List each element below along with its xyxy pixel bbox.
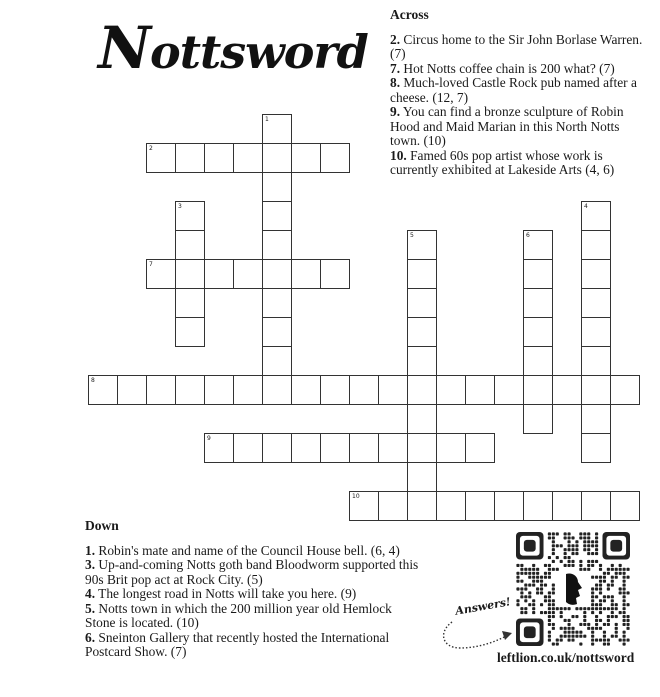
grid-cell[interactable] <box>291 433 321 463</box>
title-initial: N <box>98 14 151 82</box>
title-rest: ottsword <box>150 25 368 79</box>
cell-number: 10 <box>352 493 360 500</box>
clue-across <box>390 105 650 149</box>
grid-cell[interactable] <box>262 259 292 289</box>
cell-number: 4 <box>584 203 588 210</box>
clue-number: 10. <box>390 147 407 163</box>
grid-cell[interactable] <box>465 375 495 405</box>
grid-cell[interactable] <box>581 230 611 260</box>
down-clues <box>85 519 420 660</box>
grid-cell[interactable] <box>465 433 495 463</box>
clue-down <box>85 631 420 660</box>
grid-cell[interactable] <box>581 288 611 318</box>
grid-cell[interactable] <box>407 462 437 492</box>
grid-cell[interactable] <box>291 143 321 173</box>
grid-cell[interactable] <box>204 143 234 173</box>
grid-cell[interactable] <box>523 230 553 260</box>
grid-cell[interactable] <box>175 317 205 347</box>
grid-cell[interactable] <box>146 259 176 289</box>
clue-down <box>85 587 420 602</box>
grid-cell[interactable] <box>175 143 205 173</box>
grid-cell[interactable] <box>262 375 292 405</box>
grid-cell[interactable] <box>233 375 263 405</box>
grid-cell[interactable] <box>407 230 437 260</box>
clue-number: 3. <box>85 557 96 572</box>
clue-down <box>85 544 420 559</box>
clue-text: Up-and-coming Notts goth band Bloodworm supported this 90s Brit pop act at Rock City. (5) <box>85 557 419 587</box>
grid-cell[interactable] <box>494 375 524 405</box>
grid-cell[interactable] <box>523 404 553 434</box>
grid-cell[interactable] <box>204 375 234 405</box>
grid-cell[interactable] <box>146 143 176 173</box>
grid-cell[interactable] <box>581 201 611 231</box>
grid-cell[interactable] <box>320 375 350 405</box>
clue-number: 6. <box>85 629 96 645</box>
clue-text: Famed 60s pop artist whose work is currently exhibited at Lakeside Arts (4, 6) <box>390 147 615 177</box>
grid-cell[interactable] <box>262 288 292 318</box>
grid-cell[interactable] <box>494 491 524 521</box>
grid-cell[interactable] <box>378 433 408 463</box>
grid-cell[interactable] <box>465 491 495 521</box>
grid-cell[interactable] <box>552 375 582 405</box>
clue-text: Much-loved Castle Rock pub named after a cheese. (12, 7) <box>390 75 637 105</box>
grid-cell[interactable] <box>581 346 611 376</box>
grid-cell[interactable] <box>175 201 205 231</box>
cell-number: 3 <box>178 203 182 210</box>
cell-number: 2 <box>149 145 153 152</box>
grid-cell[interactable] <box>291 375 321 405</box>
grid-cell[interactable] <box>175 375 205 405</box>
down-heading: Down <box>85 518 119 533</box>
qr-code[interactable] <box>516 532 630 646</box>
clue-down <box>85 558 420 587</box>
grid-cell[interactable] <box>523 317 553 347</box>
grid-cell[interactable] <box>320 259 350 289</box>
answers-label: Answers! <box>454 595 512 618</box>
grid-cell[interactable] <box>407 433 437 463</box>
grid-cell[interactable] <box>436 375 466 405</box>
clue-text: Notts town in which the 200 million year old Hemlock Stone is located. (10) <box>85 600 392 630</box>
clue-text: Robin's mate and name of the Council House bell. (6, 4) <box>95 542 400 558</box>
grid-cell[interactable] <box>523 375 553 405</box>
clue-number: 1. <box>85 542 96 558</box>
grid-cell[interactable] <box>349 375 379 405</box>
grid-cell[interactable] <box>175 259 205 289</box>
grid-cell[interactable] <box>117 375 147 405</box>
grid-cell[interactable] <box>610 375 640 405</box>
clue-number: 8. <box>390 75 401 90</box>
grid-cell[interactable] <box>523 288 553 318</box>
clue-across <box>390 62 650 77</box>
grid-cell[interactable] <box>233 433 263 463</box>
grid-cell[interactable] <box>349 433 379 463</box>
clue-number: 9. <box>390 104 401 119</box>
grid-cell[interactable] <box>523 491 553 521</box>
across-clues <box>390 8 650 178</box>
grid-cell[interactable] <box>378 491 408 521</box>
cell-number: 1 <box>265 116 269 123</box>
grid-cell[interactable] <box>262 143 292 173</box>
grid-cell[interactable] <box>407 317 437 347</box>
grid-cell[interactable] <box>233 259 263 289</box>
grid-cell[interactable] <box>320 143 350 173</box>
grid-cell[interactable] <box>581 491 611 521</box>
clue-down <box>85 602 420 631</box>
clue-text: You can find a bronze sculpture of Robin Hood and Maid Marian in this North Notts town. (10) <box>390 104 624 148</box>
clue-across <box>390 33 650 62</box>
clue-across <box>390 149 650 178</box>
grid-cell[interactable] <box>262 433 292 463</box>
clue-text: Circus home to the Sir John Borlase Warren. (7) <box>390 31 643 61</box>
grid-cell[interactable] <box>204 433 234 463</box>
grid-cell[interactable] <box>262 230 292 260</box>
grid-cell[interactable] <box>610 491 640 521</box>
grid-cell[interactable] <box>175 230 205 260</box>
cell-number: 9 <box>207 435 211 442</box>
grid-cell[interactable] <box>581 375 611 405</box>
clue-number: 5. <box>85 600 96 616</box>
grid-cell[interactable] <box>349 491 379 521</box>
grid-cell[interactable] <box>204 259 234 289</box>
grid-cell[interactable] <box>146 375 176 405</box>
grid-cell[interactable] <box>320 433 350 463</box>
grid-cell[interactable] <box>262 317 292 347</box>
grid-cell[interactable] <box>175 288 205 318</box>
grid-cell[interactable] <box>233 143 263 173</box>
grid-cell[interactable] <box>407 491 437 521</box>
grid-cell[interactable] <box>262 172 292 202</box>
clue-text: The longest road in Notts will take you here. (9) <box>95 586 357 601</box>
answers-url[interactable]: leftlion.co.uk/nottsword <box>497 650 635 665</box>
grid-cell[interactable] <box>262 114 292 144</box>
grid-cell[interactable] <box>523 259 553 289</box>
clue-text: Sneinton Gallery that recently hosted the International Postcard Show. (7) <box>85 629 390 659</box>
grid-cell[interactable] <box>581 259 611 289</box>
grid-cell[interactable] <box>552 491 582 521</box>
grid-cell[interactable] <box>291 259 321 289</box>
grid-cell[interactable] <box>407 346 437 376</box>
clue-across <box>390 76 650 105</box>
cell-number: 7 <box>149 261 153 268</box>
clue-number: 4. <box>85 586 96 601</box>
grid-cell[interactable] <box>88 375 118 405</box>
page-title <box>98 14 368 82</box>
grid-cell[interactable] <box>436 491 466 521</box>
grid-cell[interactable] <box>407 375 437 405</box>
cell-number: 8 <box>91 377 95 384</box>
grid-cell[interactable] <box>407 288 437 318</box>
clue-number: 7. <box>390 60 401 76</box>
grid-cell[interactable] <box>581 404 611 434</box>
lion-logo-icon <box>566 573 582 604</box>
grid-cell[interactable] <box>262 346 292 376</box>
grid-cell[interactable] <box>581 433 611 463</box>
cell-number: 6 <box>526 232 530 239</box>
grid-cell[interactable] <box>407 259 437 289</box>
cell-number: 5 <box>410 232 414 239</box>
across-heading: Across <box>390 7 429 22</box>
grid-cell[interactable] <box>581 317 611 347</box>
grid-cell[interactable] <box>523 346 553 376</box>
grid-cell[interactable] <box>262 201 292 231</box>
clue-text: Hot Notts coffee chain is 200 what? (7) <box>400 60 615 76</box>
grid-cell[interactable] <box>407 404 437 434</box>
grid-cell[interactable] <box>436 433 466 463</box>
grid-cell[interactable] <box>378 375 408 405</box>
clue-number: 2. <box>390 31 401 47</box>
